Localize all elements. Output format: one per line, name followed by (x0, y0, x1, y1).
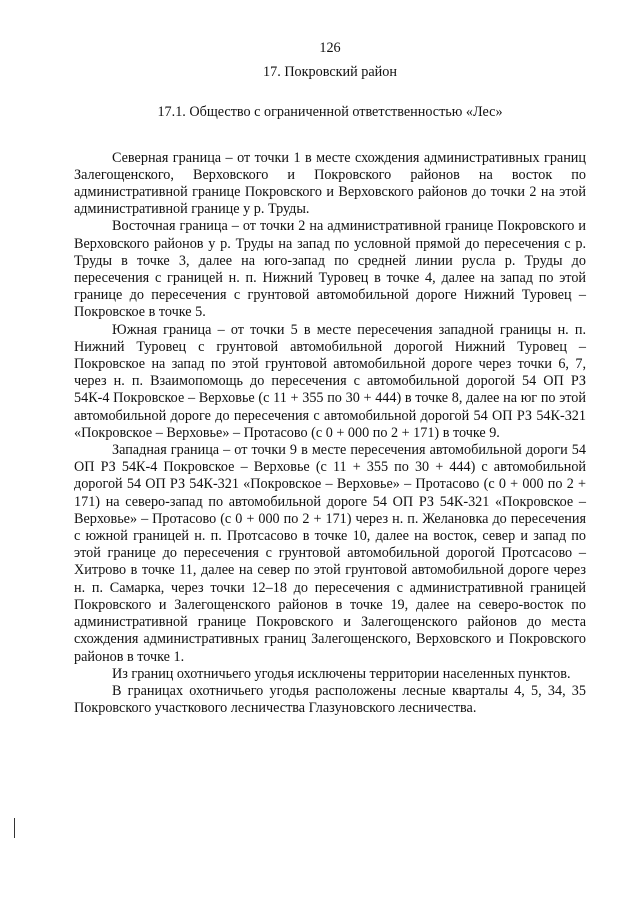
section-title: 17. Покровский район (263, 64, 397, 81)
page-number: 126 (319, 40, 341, 56)
document-page (74, 40, 586, 717)
paragraph-east-boundary: Восточная граница – от точки 2 на административной границе Покровского и Верховского районов у р. Труды на запад по условной прямой до пересечения с р. Труды в точке 3, далее на юго-запад по средней линии русла р. Труды до пересечения с границей н. п. Нижний Туровец в точке 4, далее на запад по этой границе до пересечения с грунтовой автомобильной дороге Нижний Туровец – Покровское в точке 5. (74, 218, 586, 321)
paragraph-south-boundary: Южная граница – от точки 5 в месте пересечения западной границы н. п. Нижний Туровец с грунтовой автомобильной дорогой Нижний Туровец – Покровское на запад по этой грунтовой автомобильной дороге через точки 6, 7, через н. п. Взаимопомощь до пересечения с автомобильной дорогой 54 ОП РЗ 54К-4 Покровское – Верховье (с 11 + 355 по 30 + 444) в точке 8, далее на юг по этой автомобильной дороге до пересечения с автомобильной дорогой 54 ОП РЗ 54К-321 «Покровское – Верховье» – Протасово (с 0 + 000 по 2 + 171) в точке 9. (74, 321, 586, 441)
subsection-title: 17.1. Общество с ограниченной ответственностью «Лес» (157, 104, 503, 121)
paragraph-forest-quarters: В границах охотничьего угодья расположены лесные кварталы 4, 5, 34, 35 Покровского участкового лесничества Глазуновского лесничества. (74, 682, 586, 717)
paragraph-west-boundary: Западная граница – от точки 9 в месте пересечения автомобильной дороги 54 ОП РЗ 54К-4 Покровское – Верховье (с 11 + 355 по 30 + 444) с автомобильной дорогой 54 ОП РЗ 54К-321 «Покровское – Верховье» – Протасово (с 0 + 000 по 2 + 171) на северо-запад по автомобильной дороге 54 ОП РЗ 54К-321 «Покровское – Верховье» – Протасово (с 0 + 000 по 2 + 171) через н. п. Желановка до пересечения с южной границей н. п. Протсасово в точке 10, далее на восток, север и запад по этой границе до пересечения с грунтовой автомобильной дорогой Протсасово – Хитрово в точке 11, далее на север по этой грунтовой автомобильной дороге через н. п. Самарка, через точки 12–18 до пересечения с административной границей Покровского и Залегощенского районов в точке 19, далее на северо-восток по административной границе Покровского и Залегощенского районов до места схождения административных границ Залегощенского, Верховского и Покровского районов в точке 1. (74, 442, 586, 665)
paragraph-north-boundary: Северная граница – от точки 1 в месте схождения административных границ Залегощенского, Верховского и Покровского районов на восток по административной границе Покровского и Верховского районов до точки 2 на этой административной границе у р. Труды. (74, 149, 586, 218)
scan-margin-mark (14, 818, 15, 838)
paragraph-exclusions: Из границ охотничьего угодья исключены территории населенных пунктов. (112, 665, 571, 682)
